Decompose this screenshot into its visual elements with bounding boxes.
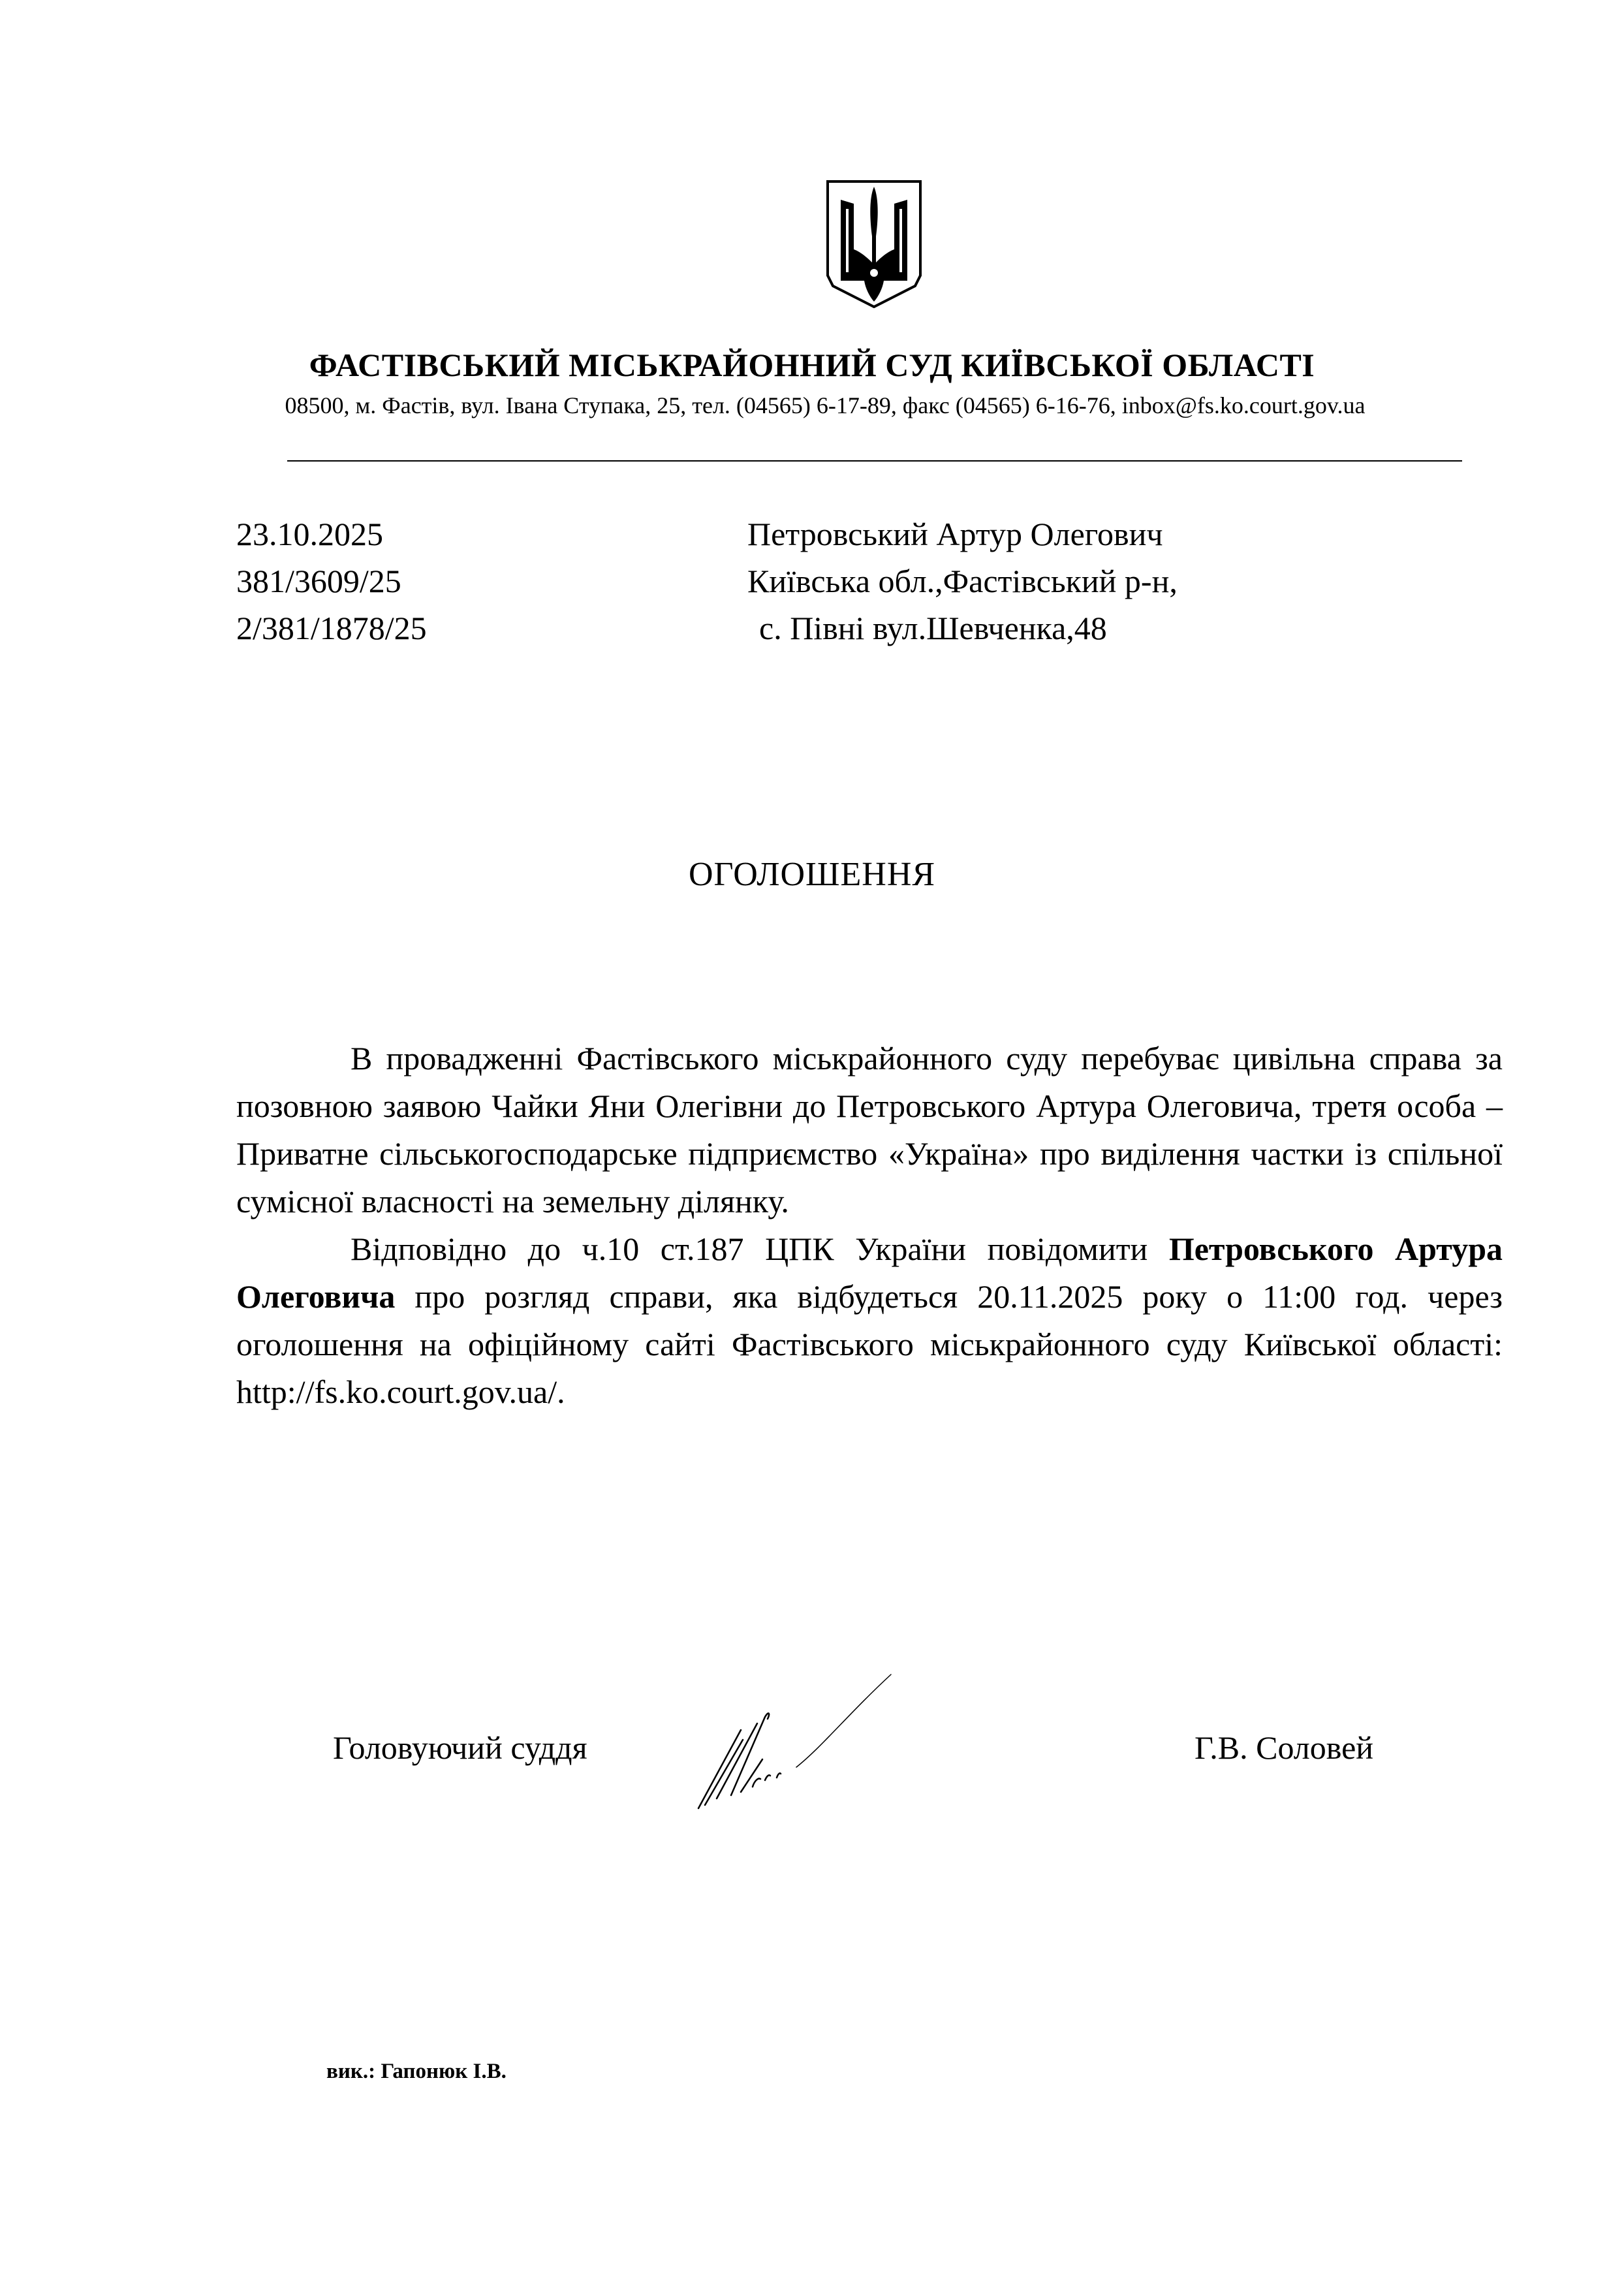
- registration-number: 381/3609/25: [236, 563, 401, 599]
- addressee-address-line-1: Київська обл.,Фастівський р-н,: [747, 563, 1178, 599]
- signatory-role: Головуючий суддя: [333, 1729, 587, 1766]
- signatory-name: Г.В. Соловей: [1195, 1729, 1374, 1766]
- addressee-address-line-2: с. Півні вул.Шевченка,48: [759, 610, 1107, 646]
- addressee-name: Петровський Артур Олегович: [747, 516, 1163, 552]
- document-body: [236, 1035, 1503, 1416]
- addressee-block: [747, 511, 1178, 652]
- handwritten-signature-icon: [692, 1668, 1031, 1818]
- executor-note: вик.: Гапонюк І.В.: [326, 2060, 507, 2083]
- trident-emblem-icon: [825, 178, 923, 308]
- court-name: ФАСТІВСЬКИЙ МІСЬКРАЙОННИЙ СУД КИЇВСЬКОЇ ОБЛАСТІ: [309, 347, 1315, 383]
- document-date: 23.10.2025: [236, 516, 383, 552]
- court-contacts: 08500, м. Фастів, вул. Івана Ступака, 25, тел. (04565) 6-17-89, факс (04565) 6-16-76, inbox@fs.ko.court.gov.ua: [285, 392, 1366, 418]
- document-title: ОГОЛОШЕННЯ: [688, 856, 936, 893]
- header-divider: [287, 460, 1462, 462]
- defendant-name-bold: Петровського Артура Олеговича: [236, 1231, 1503, 1315]
- case-number: 2/381/1878/25: [236, 610, 427, 646]
- document-references: [236, 511, 427, 652]
- body-paragraph-2: [236, 1225, 1503, 1416]
- paragraph-2-suffix: про розгляд справи, яка відбудеться 20.11.2025 року о 11:00 год. через оголошення на офіційному сайті Фастівського міськрайонного суду Київської області: http://fs.ko.court.gov.ua/.: [236, 1278, 1503, 1410]
- paragraph-2-prefix: Відповідно до ч.10 ст.187 ЦПК України повідомити: [351, 1231, 1169, 1267]
- body-paragraph-1: В провадженні Фастівського міськрайонного суду перебуває цивільна справа за позовною заявою Чайки Яни Олегівни до Петровського Артура Олеговича, третя особа – Приватне сільськогосподарське підприємство «Україна» про виділення частки із спільної сумісної власності на земельну ділянку.: [236, 1040, 1503, 1219]
